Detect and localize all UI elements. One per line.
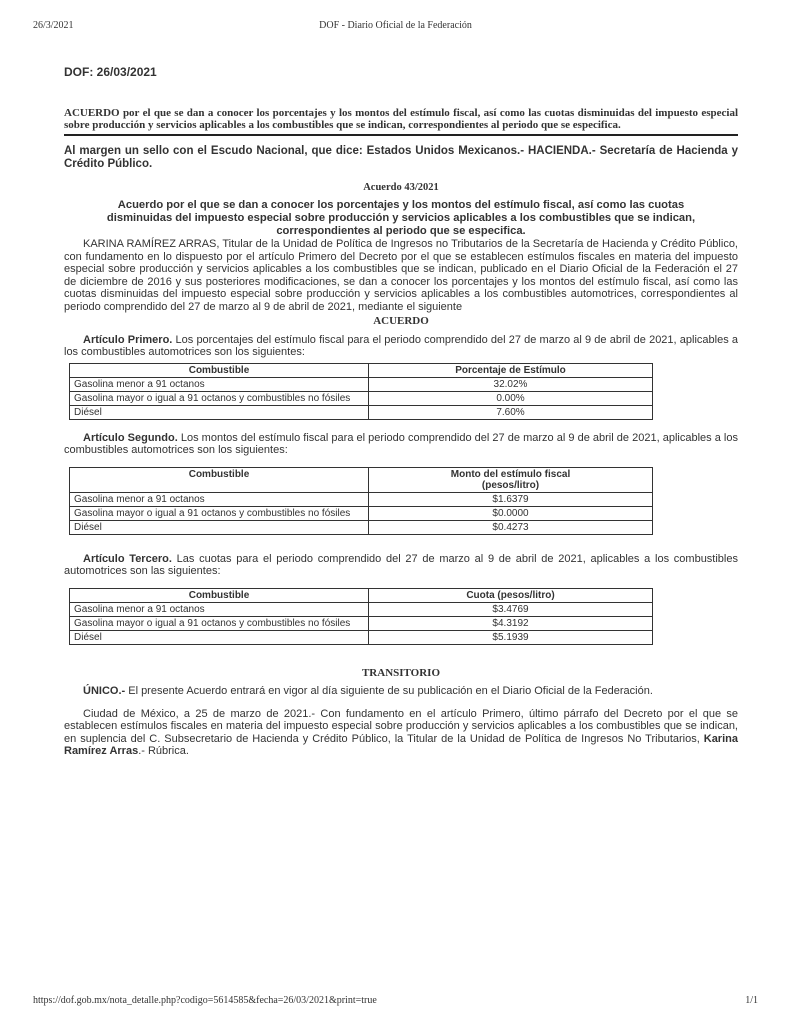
column-header-monto <box>369 467 653 492</box>
article-tercero <box>64 553 738 578</box>
fuel-cell: Gasolina mayor o igual a 91 octanos y combustibles no fósiles <box>70 506 369 520</box>
page-number: 1/1 <box>745 995 758 1006</box>
acuerdo-heading: ACUERDO <box>373 315 429 327</box>
value-cell: $3.4769 <box>369 602 653 616</box>
column-header-monto-line1: Monto del estímulo fiscal <box>450 468 571 480</box>
column-header-monto-line2: (pesos/litro) <box>481 479 540 491</box>
article-primero <box>64 334 738 359</box>
fuel-cell: Diésel <box>70 630 369 644</box>
closing-end: .- Rúbrica. <box>138 745 189 757</box>
table-porcentaje <box>69 363 653 420</box>
fuel-cell: Gasolina mayor o igual a 91 octanos y combustibles no fósiles <box>70 616 369 630</box>
article-tercero-heading: Artículo Tercero. <box>83 552 172 565</box>
value-cell: $1.6379 <box>369 492 653 506</box>
article-tercero-text: Las cuotas para el periodo comprendido del 27 de marzo al 9 de abril de 2021, aplicables a los combustibles automotrices son las siguientes: <box>64 552 738 577</box>
value-cell: 0.00% <box>369 391 653 405</box>
preamble-paragraph: KARINA RAMÍREZ ARRAS, Titular de la Unidad de Política de Ingresos no Tributarios de la Secretaría de Hacienda y Crédito Público, con fundamento en lo dispuesto por el artículo Primero del Decreto por el que se establecen estímulos fiscales en materia del impuesto especial sobre producción y servicios aplicables a los combustibles que se indican, publicado en el Diario Oficial de la Federación el 27 de diciembre de 2016 y sus posteriores modificaciones, se dan a conocer los porcentajes y los montos del estímulo fiscal, así como las cuotas disminuidas del impuesto especial sobre producción y servicios aplicables a los combustibles automotrices, correspondientes al periodo comprendido del 27 de marzo al 9 de abril de 2021, mediante el siguiente <box>64 238 738 313</box>
table-header-row <box>70 588 653 602</box>
article-segundo-text: Los montos del estímulo fiscal para el periodo comprendido del 27 de marzo al 9 de abril de 2021, aplicables a los combustibles automotrices son los siguientes: <box>64 431 738 456</box>
dof-date-label: DOF: 26/03/2021 <box>64 65 157 79</box>
value-cell: $4.3192 <box>369 616 653 630</box>
article-segundo-heading: Artículo Segundo. <box>83 431 178 444</box>
value-cell: 32.02% <box>369 377 653 391</box>
article-primero-text: Los porcentajes del estímulo fiscal para el periodo comprendido del 27 de marzo al 9 de abril de 2021, aplicables a los combustibles automotrices son los siguientes: <box>64 333 738 358</box>
table-row <box>70 405 653 419</box>
table-cuota <box>69 588 653 645</box>
closing-paragraph <box>64 708 738 758</box>
acuerdo-title: ACUERDO por el que se dan a conocer los porcentajes y los montos del estímulo fiscal, así como las cuotas disminuidas del impuesto especial sobre producción y servicios aplicables a los combustibles que se indican, correspondientes al periodo que se especifica. <box>64 107 738 136</box>
document-body <box>64 66 738 758</box>
table-row <box>70 520 653 534</box>
table-row <box>70 377 653 391</box>
article-primero-heading: Artículo Primero. <box>83 333 173 346</box>
article-segundo <box>64 432 738 457</box>
column-header-combustible: Combustible <box>70 588 369 602</box>
closing-text: Ciudad de México, a 25 de marzo de 2021.- Con fundamento en el artículo Primero, último párrafo del Decreto por el que se establecen estímulos fiscales en materia del impuesto especial sobre producción y servicios aplicables a los combustibles que se indican, en suplencia del C. Subsecretario de Hacienda y Crédito Público, la Titular de la Unidad de Política de Ingresos No Tributarios, <box>64 707 738 745</box>
fuel-cell: Diésel <box>70 405 369 419</box>
table-row <box>70 492 653 506</box>
acuerdo-number: Acuerdo 43/2021 <box>363 181 439 193</box>
table-monto <box>69 467 653 535</box>
column-header-porcentaje: Porcentaje de Estímulo <box>369 363 653 377</box>
transitorio-heading: TRANSITORIO <box>361 666 441 679</box>
value-cell: $0.0000 <box>369 506 653 520</box>
fuel-cell: Gasolina mayor o igual a 91 octanos y combustibles no fósiles <box>70 391 369 405</box>
table-row <box>70 602 653 616</box>
fuel-cell: Diésel <box>70 520 369 534</box>
table-header-row <box>70 363 653 377</box>
value-cell: 7.60% <box>369 405 653 419</box>
fuel-cell: Gasolina menor a 91 octanos <box>70 377 369 391</box>
unico-heading: ÚNICO.- <box>83 685 126 697</box>
print-date: 26/3/2021 <box>33 20 74 31</box>
acuerdo-subtitle: Acuerdo por el que se dan a conocer los porcentajes y los montos del estímulo fiscal, así como las cuotas disminuidas del impuesto especial sobre producción y servicios aplicables a los combustibles que se indican, correspondientes al periodo que se especifica. <box>106 199 696 237</box>
value-cell: $5.1939 <box>369 630 653 644</box>
unico-text: El presente Acuerdo entrará en vigor al día siguiente de su publicación en el Diario Oficial de la Federación. <box>125 685 653 697</box>
table-header-row <box>70 467 653 492</box>
value-cell: $0.4273 <box>369 520 653 534</box>
print-title: DOF - Diario Oficial de la Federación <box>319 20 472 31</box>
table-row <box>70 630 653 644</box>
unico-paragraph <box>64 685 738 698</box>
column-header-combustible: Combustible <box>70 363 369 377</box>
fuel-cell: Gasolina menor a 91 octanos <box>70 492 369 506</box>
table-row <box>70 616 653 630</box>
column-header-combustible: Combustible <box>70 467 369 492</box>
table-row <box>70 506 653 520</box>
column-header-cuota: Cuota (pesos/litro) <box>369 588 653 602</box>
fuel-cell: Gasolina menor a 91 octanos <box>70 602 369 616</box>
table-row <box>70 391 653 405</box>
signer-name: Karina Ramírez Arras <box>64 732 738 757</box>
margin-note: Al margen un sello con el Escudo Nacional, que dice: Estados Unidos Mexicanos.- HACIENDA.- Secretaría de Hacienda y Crédito Público. <box>64 144 738 170</box>
source-url[interactable]: https://dof.gob.mx/nota_detalle.php?codigo=5614585&fecha=26/03/2021&print=true <box>33 995 377 1006</box>
